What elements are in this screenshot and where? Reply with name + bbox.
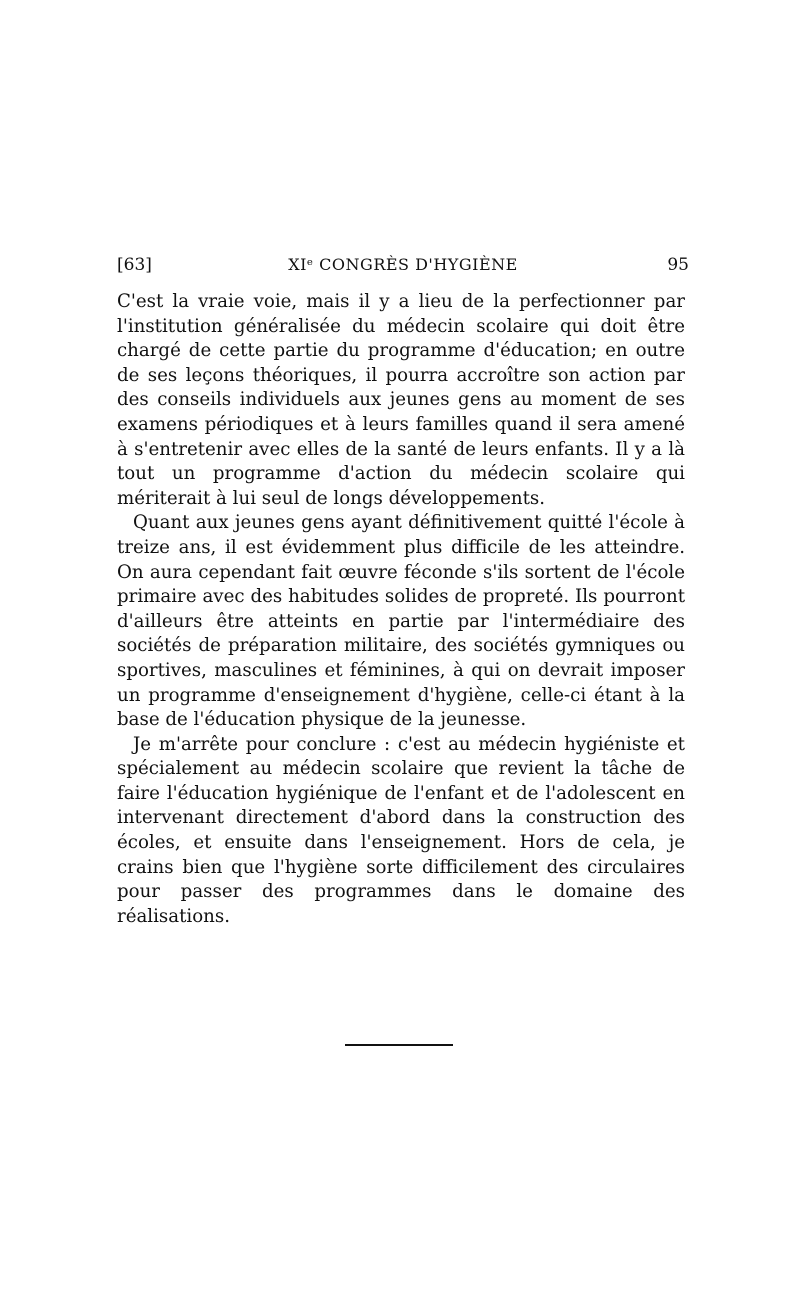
running-header bbox=[117, 252, 689, 278]
running-title: XIᵉ CONGRÈS D'HYGIÈNE bbox=[288, 255, 518, 274]
page-number: 95 bbox=[667, 255, 689, 275]
paragraph-3: Je m'arrête pour conclure : c'est au médecin hygiéniste et spécialement au médecin scolaire que revient la tâche de faire l'éducation hygiénique de l'enfant et de l'adolescent en intervenant directement d'abord dans la construction des écoles, et ensuite dans l'enseignement. Hors de cela, je crains bien que l'hygiène sorte difficilement des circulaires pour passer des programmes dans le domaine des réalisations. bbox=[117, 733, 685, 927]
paragraph-2: Quant aux jeunes gens ayant définitivement quitté l'école à treize ans, il est évidemment plus difficile de les atteindre. On aura cependant fait œuvre féconde s'ils sortent de l'école primaire avec des habitudes solides de propreté. Ils pourront d'ailleurs être atteints en partie par l'intermédiaire des sociétés de préparation militaire, des sociétés gymniques ou sportives, masculines et féminines, à qui on devrait imposer un programme d'enseignement d'hygiène, celle-ci étant à la base de l'éducation physique de la jeunesse. bbox=[117, 512, 685, 731]
section-reference: [63] bbox=[117, 255, 152, 275]
paragraph-1: C'est la vraie voie, mais il y a lieu de la perfectionner par l'institution généralisée du médecin scolaire qui doit être chargé de cette partie du programme d'éducation; en outre de ses leçons théoriques, il pourra accroître son action par des conseils individuels aux jeunes gens au moment de ses examens périodiques et à leurs familles quand il sera amené à s'entretenir avec elles de la santé de leurs enfants. Il y a là tout un programme d'action du médecin scolaire qui mériterait à lui seul de longs développements. bbox=[117, 291, 685, 509]
body-text bbox=[117, 290, 685, 929]
end-rule-divider bbox=[345, 1044, 453, 1046]
